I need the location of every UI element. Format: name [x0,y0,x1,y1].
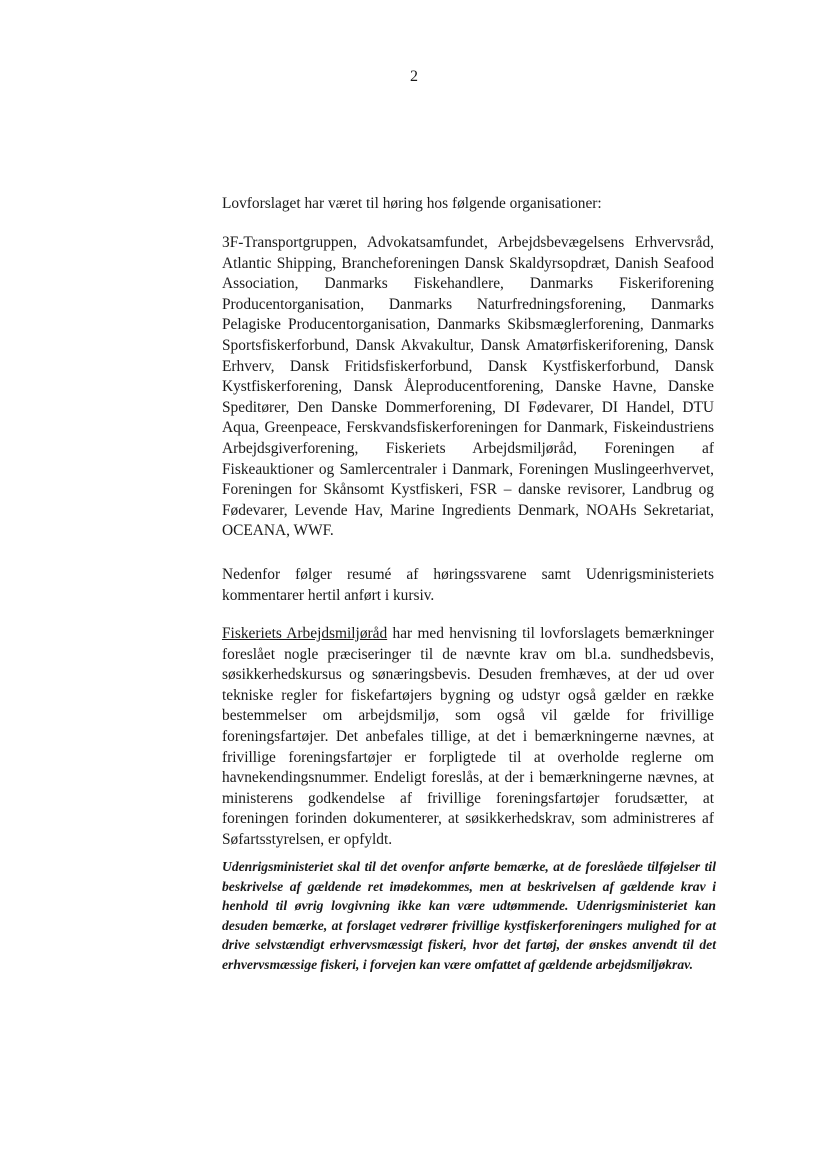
response-paragraph [222,624,714,851]
response-org-name: Fiskeriets Arbejdsmiljøråd [222,625,388,642]
intro-paragraph: Lovforslaget har været til høring hos følgende organisationer: [222,195,602,212]
summary-paragraph: Nedenfor følger resumé af høringssvarene samt Udenrigsministeriets kommentarer hertil anført i kursiv. [222,566,714,604]
ministry-comment-paragraph: Udenrigsministeriet skal til det ovenfor anførte bemærke, at de foreslåede tilføjelser til beskrivelse af gældende ret imødekommes, men at beskrivelsen af gældende krav i henhold til øvrig lovgivning ikke kan være udtømmende. Udenrigsministeriet kan desuden bemærke, at forslaget vedrører frivillige kystfiskerforeningers mulighed for at drive selvstændigt erhvervsmæssigt fiskeri, hvor det fartøj, der ønskes anvendt til det erhvervsmæssige fiskeri, i forvejen kan være omfattet af gældende arbejdsmiljøkrav. [222,859,716,972]
organizations-paragraph: 3F-Transportgruppen, Advokatsamfundet, Arbejdsbevægelsens Erhvervsråd, Atlantic Shipping, Brancheforeningen Dansk Skaldyrsopdræt, Danish Seafood Association, Danmarks Fiskehandlere, Danmarks Fiskeriforening Producentorganisation, Danmarks Naturfredningsforening, Danmarks Pelagiske Producentorganisation, Danmarks Skibsmæglerforening, Danmarks Sportsfiskerforbund, Dansk Akvakultur, Dansk Amatørfiskeriforening, Dansk Erhverv, Dansk Fritidsfiskerforbund, Dansk Kystfiskerforbund, Dansk Kystfiskerforening, Dansk Åleproducentforening, Danske Havne, Danske Speditører, Den Danske Dommerforening, DI Fødevarer, DI Handel, DTU Aqua, Greenpeace, Ferskvandsfiskerforeningen for Danmark, Fiskeindustriens Arbejdsgiverforening, Fiskeriets Arbejdsmiljøråd, Foreningen af Fiskeauktioner og Samlercentraler i Danmark, Foreningen Muslingeerhvervet, Foreningen for Skånsomt Kystfiskeri, FSR – danske revisorer, Landbrug og Fødevarer, Levende Hav, Marine Ingredients Denmark, NOAHs Sekretariat, OCEANA, WWF. [222,234,714,540]
page-number: 2 [410,68,418,85]
response-text: har med henvisning til lovforslagets bemærkninger foreslået nogle præciseringer til de nævnte krav om bl.a. sundhedsbevis, søsikkerhedskursus og sønæringsbevis. Desuden fremhæves, at der ud over tekniske regler for fiskefartøjers bygning og udstyr også gælder en række bestemmelser om arbejdsmiljø, som også vil gælde for frivillige foreningsfartøjer. Det anbefales tillige, at det i bemærkningerne nævnes, at frivillige foreningsfartøjer er forpligtede til at overholde reglerne om havnekendingsnummer. Endeligt foreslås, at der i bemærkningerne nævnes, at ministerens godkendelse af frivillige foreningsfartøjer forudsætter, at foreningen forinden dokumenterer, at søsikkerhedskrav, som administreres af Søfartsstyrelsen, er opfyldt. [222,625,714,848]
